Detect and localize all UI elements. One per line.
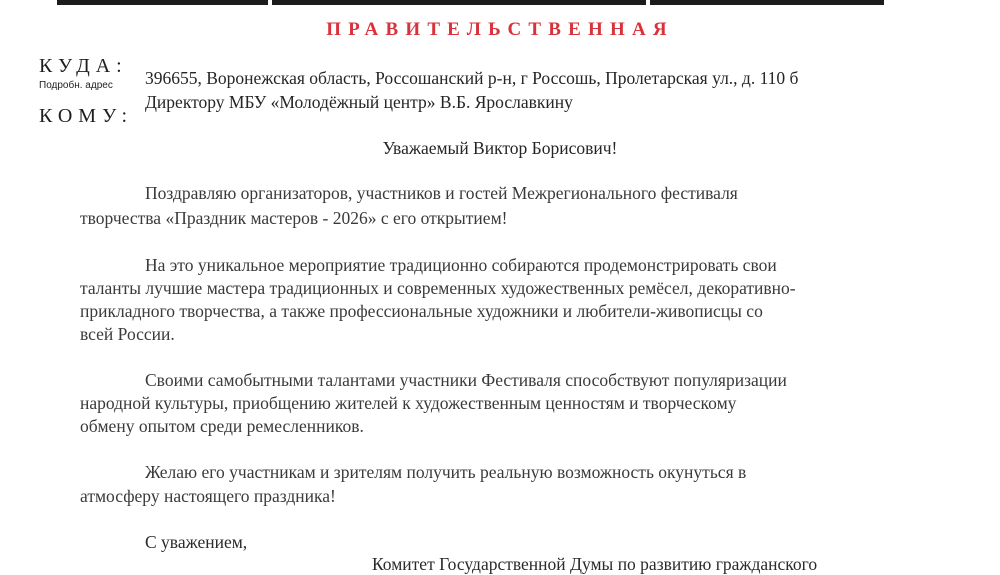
paragraph-line: народной культуры, приобщению жителей к художественным ценностям и творческому [80, 393, 737, 413]
paragraph-line: всей России. [80, 324, 175, 344]
destination-address: 396655, Воронежская область, Россошанский р-н, г Россошь, Пролетарская ул., д. 110 б [145, 68, 799, 88]
paragraph-line: На это уникальное мероприятие традиционно собираются продемонстрировать свои [145, 255, 777, 275]
paragraph-line: обмену опытом среди ремесленников. [80, 416, 364, 436]
header-rule [57, 0, 884, 5]
telegram-type-heading: ПРАВИТЕЛЬСТВЕННАЯ [326, 19, 674, 40]
letter-salutation: Уважаемый Виктор Борисович! [382, 138, 618, 158]
header-rule-break-left [268, 0, 272, 5]
sender-line-partial: Комитет Государственной Думы по развитию гражданского [372, 554, 818, 574]
paragraph-line: прикладного творчества, а также профессиональные художники и любители-живописцы со [80, 301, 763, 321]
destination-sublabel: Подробн. адрес [39, 80, 113, 91]
letter-closing: С уважением, [145, 532, 248, 552]
paragraph-line: творчества «Праздник мастеров - 2026» с его открытием! [80, 208, 508, 228]
recipient-label: КОМУ: [39, 105, 134, 127]
paragraph-line: Желаю его участникам и зрителям получить реальную возможность окунуться в [145, 462, 747, 482]
paragraph-line: атмосферу настоящего праздника! [80, 486, 336, 506]
header-rule-break-right [646, 0, 650, 5]
paragraph-line: Поздравляю организаторов, участников и гостей Межрегионального фестиваля [145, 183, 738, 203]
destination-label: КУДА: [39, 55, 128, 77]
recipient-name: Директору МБУ «Молодёжный центр» В.Б. Ярославкину [145, 92, 573, 112]
paragraph-line: таланты лучшие мастера традиционных и современных художественных ремёсел, декоративно- [80, 278, 796, 298]
paragraph-line: Своими самобытными талантами участники Фестиваля способствуют популяризации [145, 370, 787, 390]
